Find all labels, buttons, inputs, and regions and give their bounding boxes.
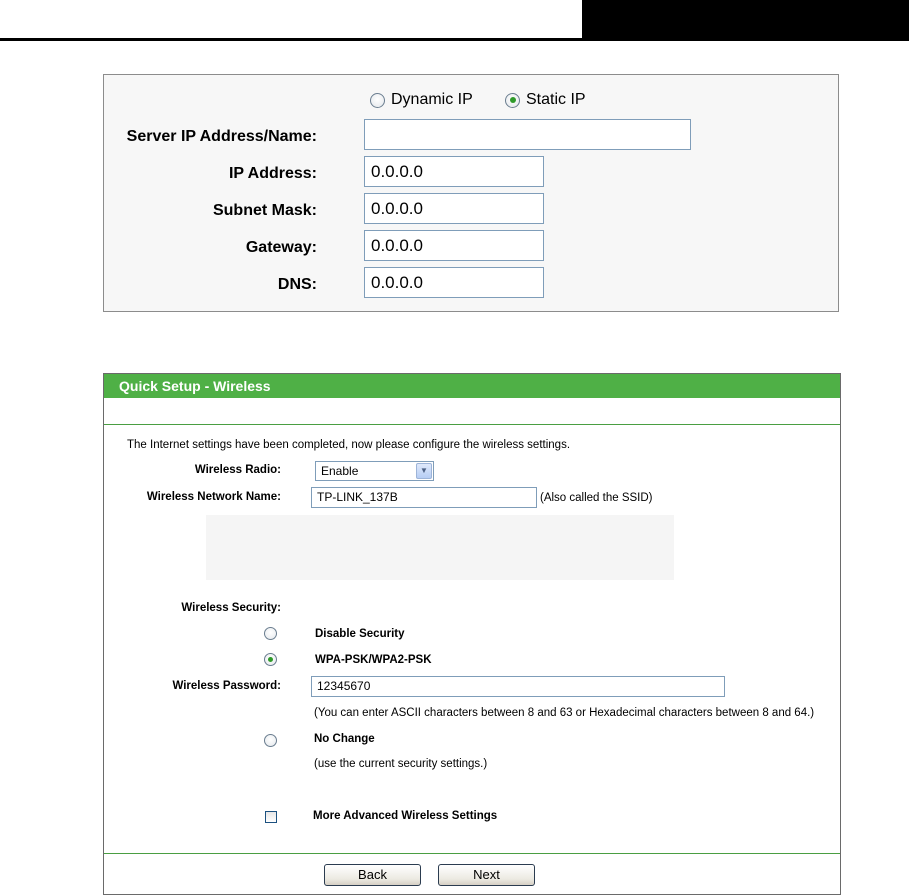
dynamic-ip-label: Dynamic IP — [391, 91, 473, 108]
advanced-settings-checkbox[interactable] — [265, 811, 277, 823]
no-change-hint: (use the current security settings.) — [314, 758, 488, 770]
subnet-mask-input[interactable]: 0.0.0.0 — [364, 193, 544, 224]
header-black-block — [582, 0, 909, 41]
wan-settings-panel — [103, 74, 839, 312]
gateway-label: Gateway: — [245, 239, 317, 256]
no-change-label: No Change — [314, 733, 375, 745]
ip-address-label: IP Address: — [228, 165, 317, 182]
wireless-radio-value: Enable — [321, 464, 359, 478]
wpa-psk-radio[interactable] — [264, 653, 277, 666]
blank-area — [206, 515, 674, 580]
quick-setup-wireless-panel — [103, 373, 841, 895]
network-name-input[interactable]: TP-LINK_137B — [311, 487, 537, 508]
dynamic-ip-option[interactable] — [370, 89, 473, 111]
chevron-down-icon[interactable]: ▼ — [416, 463, 432, 479]
disable-security-radio[interactable] — [264, 627, 277, 640]
server-ip-input[interactable] — [364, 119, 691, 150]
static-ip-option[interactable] — [505, 89, 586, 111]
dns-label: DNS: — [277, 276, 317, 293]
disable-security-label: Disable Security — [315, 628, 405, 640]
bottom-divider — [104, 853, 840, 854]
back-button[interactable]: Back — [324, 864, 421, 886]
wireless-password-input[interactable]: 12345670 — [311, 676, 725, 697]
network-name-label: Wireless Network Name: — [146, 491, 281, 503]
static-ip-label: Static IP — [526, 91, 586, 108]
intro-text: The Internet settings have been completed, now please configure the wireless settings. — [127, 439, 571, 451]
ip-address-input[interactable]: 0.0.0.0 — [364, 156, 544, 187]
dynamic-ip-radio[interactable] — [370, 93, 385, 108]
wireless-radio-select[interactable] — [315, 461, 434, 481]
top-divider — [104, 424, 840, 425]
header-rule — [0, 38, 582, 41]
panel-title: Quick Setup - Wireless — [104, 374, 840, 398]
dns-input[interactable]: 0.0.0.0 — [364, 267, 544, 298]
ssid-note: (Also called the SSID) — [540, 492, 653, 504]
subnet-mask-label: Subnet Mask: — [212, 202, 317, 219]
no-change-radio[interactable] — [264, 734, 277, 747]
advanced-settings-label: More Advanced Wireless Settings — [313, 810, 498, 822]
wireless-radio-label: Wireless Radio: — [194, 464, 281, 476]
wireless-password-label: Wireless Password: — [172, 680, 281, 692]
next-button[interactable]: Next — [438, 864, 535, 886]
static-ip-radio[interactable] — [505, 93, 520, 108]
wpa-psk-label: WPA-PSK/WPA2-PSK — [315, 654, 432, 666]
wireless-security-label: Wireless Security: — [181, 602, 281, 614]
password-hint: (You can enter ASCII characters between 8 and 63 or Hexadecimal characters between 8 and 64.) — [314, 707, 815, 719]
server-ip-label: Server IP Address/Name: — [126, 128, 317, 145]
gateway-input[interactable]: 0.0.0.0 — [364, 230, 544, 261]
